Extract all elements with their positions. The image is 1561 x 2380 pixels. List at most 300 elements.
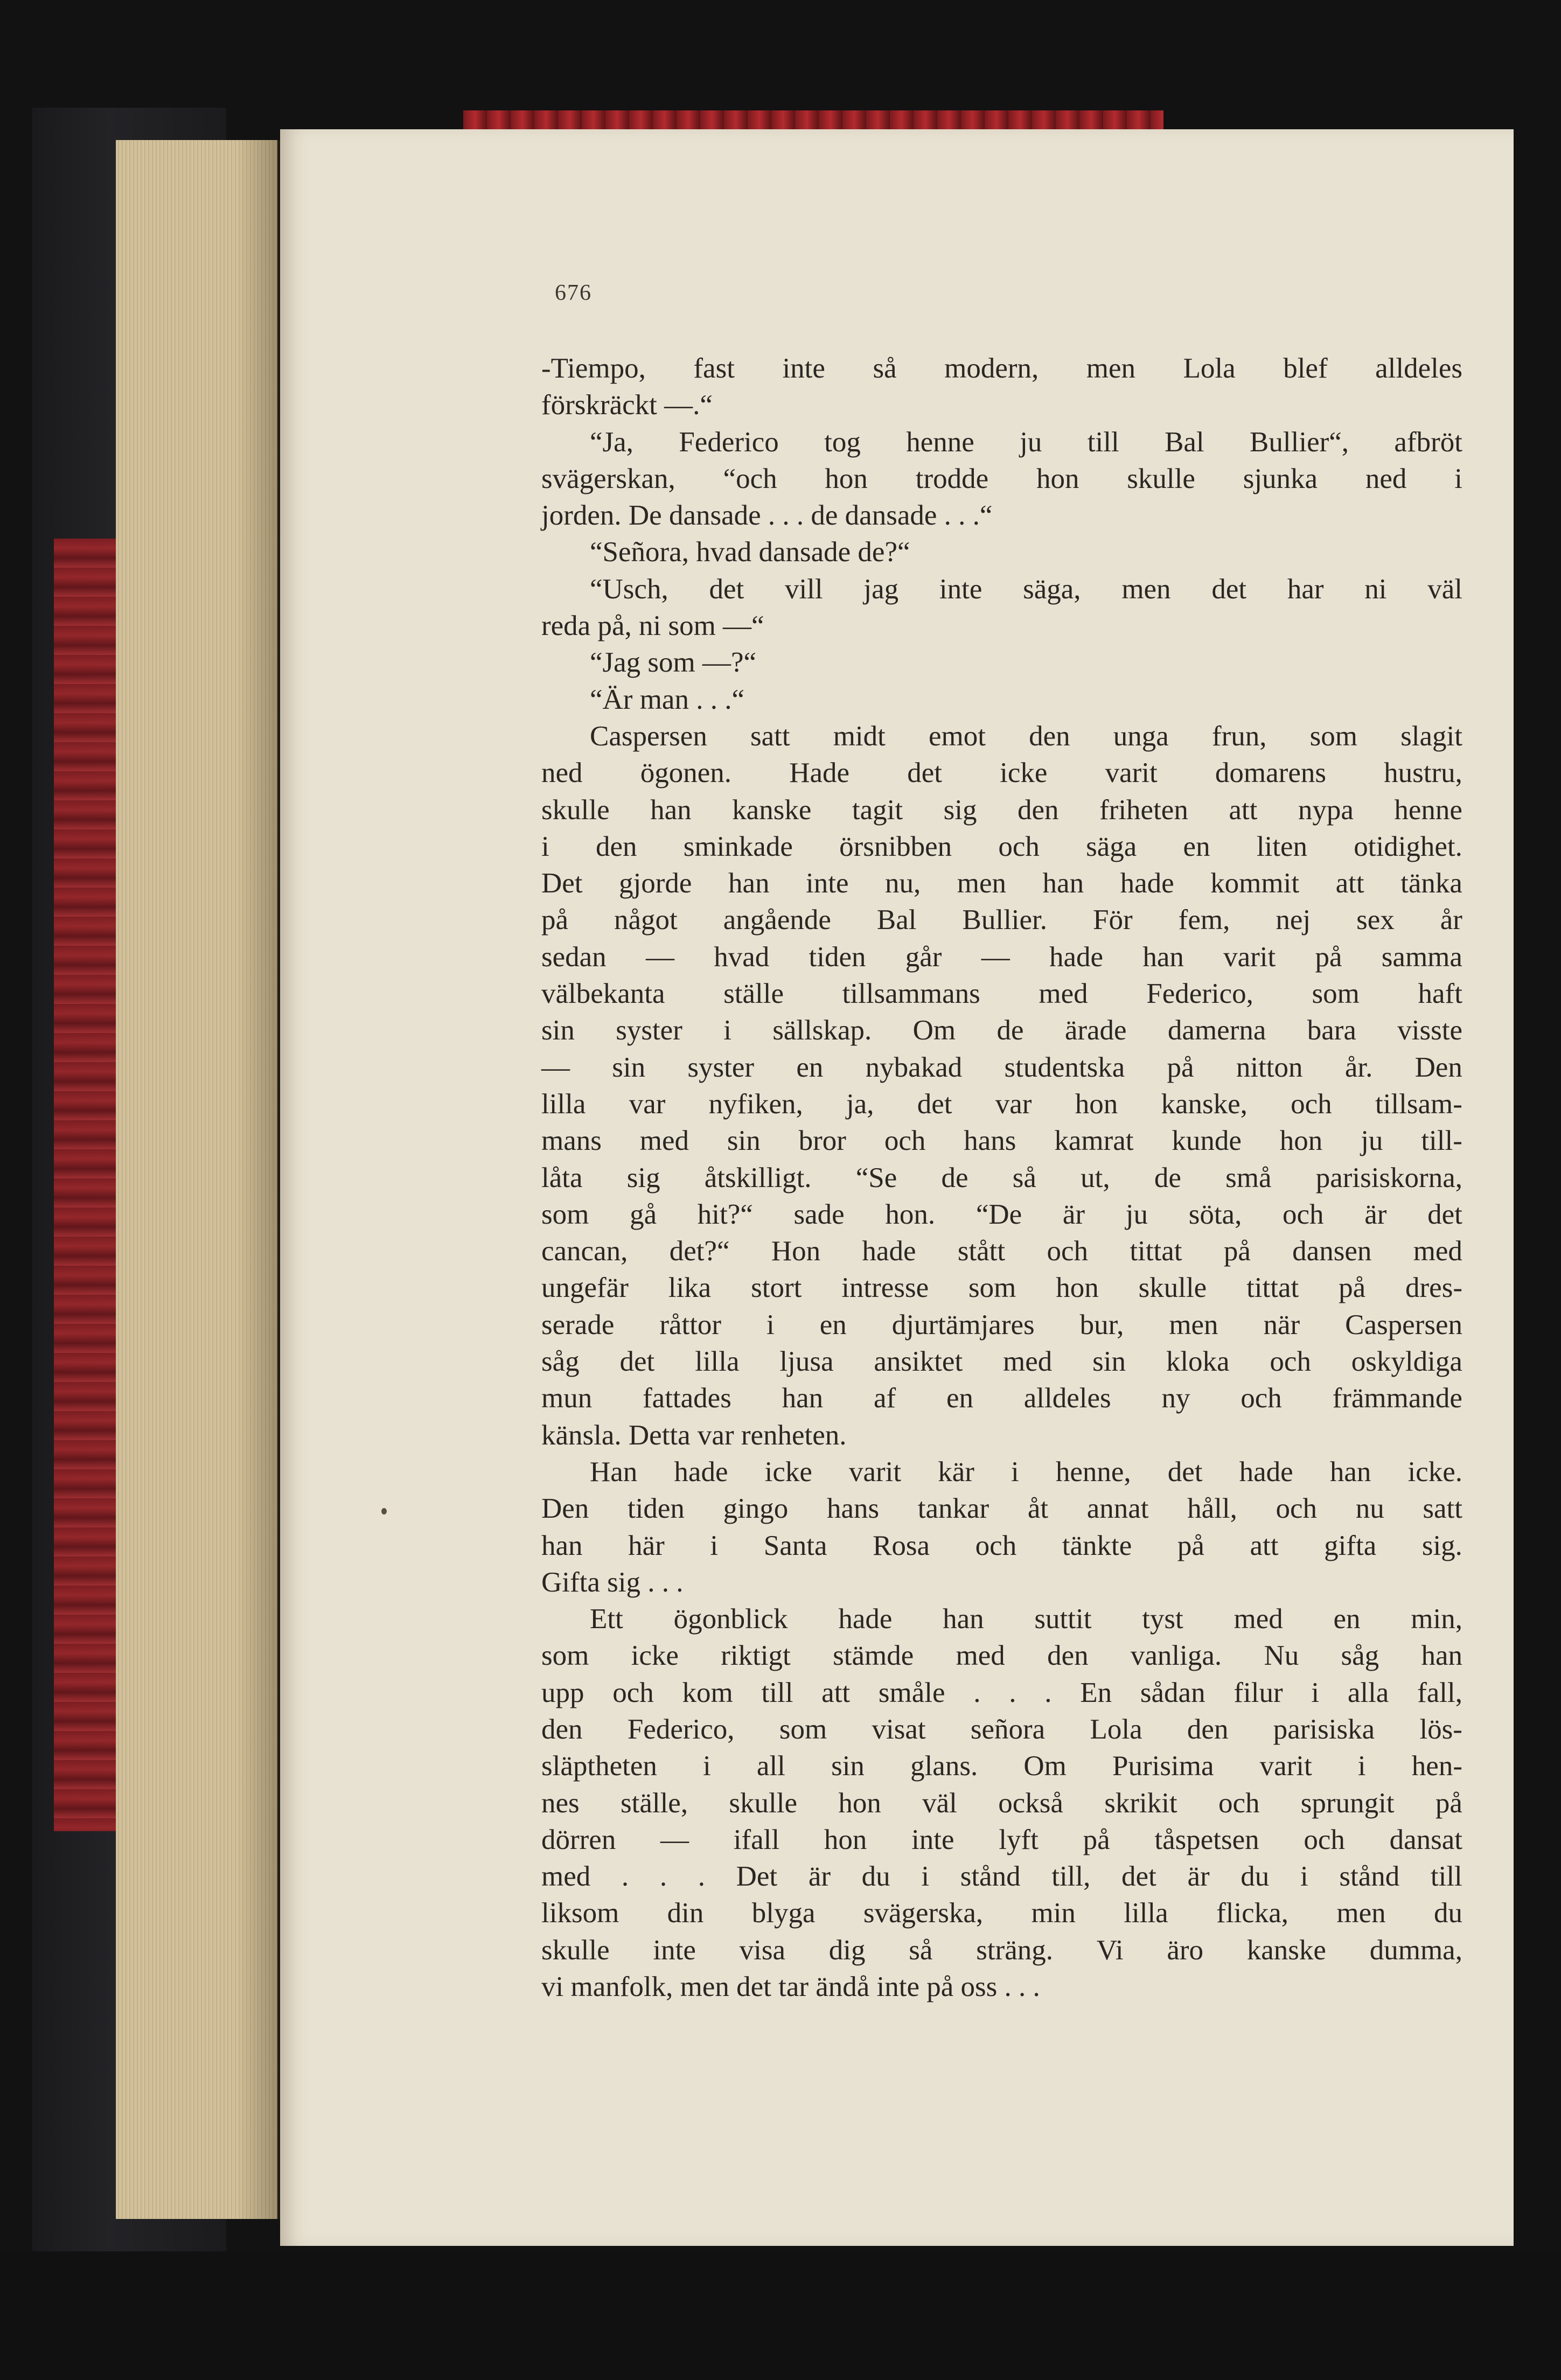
word: dig xyxy=(828,1934,866,1966)
word: som xyxy=(968,1272,1016,1304)
word: parisiska xyxy=(1273,1713,1375,1745)
word: har xyxy=(1287,573,1324,605)
word: sex xyxy=(1356,904,1395,936)
word: att xyxy=(1229,794,1258,826)
text-line xyxy=(541,1122,1462,1159)
text-line xyxy=(541,424,1462,460)
text-line xyxy=(541,1307,1462,1343)
word: med xyxy=(541,1861,591,1893)
word: dörren xyxy=(541,1824,616,1855)
word: kom xyxy=(682,1677,733,1708)
word: med xyxy=(1039,978,1088,1010)
word: så xyxy=(873,353,897,384)
word: angående xyxy=(723,904,831,936)
word: örsnibben xyxy=(839,830,952,862)
word: ju xyxy=(1020,426,1042,458)
word: blef xyxy=(1283,353,1328,384)
word: tiden xyxy=(627,1493,685,1525)
text-line xyxy=(541,571,1462,608)
text-line xyxy=(541,1858,1462,1895)
word: otidighet. xyxy=(1354,830,1462,862)
word: ljusa xyxy=(779,1346,834,1378)
word: i xyxy=(1011,1456,1019,1488)
line-text: känsla. Detta var renheten. xyxy=(541,1419,847,1451)
word: visat xyxy=(872,1713,926,1745)
word: damerna xyxy=(1167,1015,1266,1046)
word: glans. xyxy=(910,1750,978,1782)
word: han xyxy=(943,1603,984,1635)
word: inte xyxy=(806,868,849,899)
text-line xyxy=(541,1343,1462,1380)
word: alldeles xyxy=(1375,353,1462,384)
word: lös- xyxy=(1419,1713,1462,1745)
word: vanliga. xyxy=(1130,1640,1222,1672)
word: nyfiken, xyxy=(708,1088,803,1120)
word: visste xyxy=(1397,1015,1462,1046)
word: den xyxy=(1047,1640,1089,1672)
word: skulle xyxy=(541,794,610,826)
word: ju xyxy=(1361,1125,1383,1157)
word: såg xyxy=(541,1346,580,1378)
line-text: reda på, ni som —“ xyxy=(541,610,764,642)
word: alldeles xyxy=(1023,1383,1111,1414)
word: frun, xyxy=(1211,720,1267,752)
word: lyft xyxy=(999,1824,1039,1855)
word: señora xyxy=(970,1713,1046,1745)
word: sällskap. xyxy=(772,1015,872,1046)
text-line xyxy=(541,1233,1462,1269)
word: du xyxy=(1433,1897,1462,1929)
word: så xyxy=(909,1934,933,1966)
word: du xyxy=(861,1861,890,1893)
word: en xyxy=(819,1309,847,1341)
word: så xyxy=(1012,1162,1036,1194)
word: — xyxy=(541,1051,570,1083)
word: med xyxy=(1234,1603,1283,1635)
word: cancan, xyxy=(541,1236,628,1267)
word: mans xyxy=(541,1125,602,1157)
line-text: “Señora, hvad dansade de?“ xyxy=(590,536,910,568)
word: en xyxy=(796,1051,824,1083)
word: åt xyxy=(1027,1493,1049,1525)
word: sin xyxy=(831,1750,865,1782)
word: i xyxy=(710,1530,719,1561)
word: är xyxy=(808,1861,831,1893)
word: hvad xyxy=(714,941,770,973)
word: annat xyxy=(1086,1493,1149,1525)
word: stånd xyxy=(960,1861,1021,1893)
word: sade xyxy=(793,1198,845,1230)
word: . xyxy=(973,1677,981,1708)
word: kär xyxy=(938,1456,974,1488)
word: en xyxy=(1183,830,1210,862)
word: gingo xyxy=(723,1493,789,1525)
word: Det xyxy=(541,868,583,899)
word: all xyxy=(756,1750,785,1782)
word: kloka xyxy=(1166,1346,1230,1378)
word: tillsam- xyxy=(1375,1088,1462,1120)
word: syster xyxy=(616,1015,682,1046)
word: tänkte xyxy=(1062,1530,1132,1561)
word: är xyxy=(1062,1198,1085,1230)
word: bara xyxy=(1307,1015,1356,1046)
word: ut, xyxy=(1081,1162,1110,1194)
word: henne xyxy=(906,426,974,458)
word: hade xyxy=(674,1456,728,1488)
word: ned xyxy=(541,757,583,789)
word: i xyxy=(1300,1861,1308,1893)
word: henne, xyxy=(1055,1456,1131,1488)
word: blyga xyxy=(751,1897,816,1929)
word: lilla xyxy=(1124,1897,1168,1929)
word: sin xyxy=(541,1015,575,1046)
word: ifall xyxy=(733,1824,780,1855)
word: ögonen. xyxy=(640,757,731,789)
word: han xyxy=(650,794,692,826)
word: de xyxy=(996,1015,1024,1046)
text-line xyxy=(541,1564,1462,1601)
word: dres- xyxy=(1405,1272,1462,1304)
word: hon xyxy=(1036,463,1079,494)
word: på xyxy=(1177,1530,1204,1561)
word: på xyxy=(1083,1824,1110,1855)
word: sin xyxy=(1092,1346,1126,1378)
word: i xyxy=(1454,463,1462,494)
text-line xyxy=(541,460,1462,497)
word: hon xyxy=(825,463,868,494)
word: med xyxy=(956,1640,1005,1672)
word: år. xyxy=(1344,1051,1373,1083)
word: — xyxy=(660,1824,689,1855)
word: främmande xyxy=(1332,1383,1462,1414)
word: i xyxy=(1357,1750,1366,1782)
word: Lola xyxy=(1090,1713,1142,1745)
line-text: förskräckt —.“ xyxy=(541,389,713,421)
word: som xyxy=(779,1713,827,1745)
word: hon xyxy=(1279,1125,1323,1157)
word: domarens xyxy=(1215,757,1326,789)
word: trodde xyxy=(915,463,989,494)
word: säga, xyxy=(1023,573,1081,605)
word: alla xyxy=(1347,1677,1389,1708)
word: välbekanta xyxy=(541,978,665,1010)
word: på xyxy=(1223,1236,1251,1267)
line-text: “Jag som —?“ xyxy=(590,647,757,679)
word: det xyxy=(1211,573,1247,605)
word: . xyxy=(659,1861,667,1893)
word: väl xyxy=(1427,573,1462,605)
word: den xyxy=(595,830,637,862)
text-line xyxy=(541,1785,1462,1821)
word: och xyxy=(998,830,1040,862)
text-line xyxy=(541,1196,1462,1233)
word: kanske xyxy=(1246,1934,1326,1966)
word: också xyxy=(998,1787,1063,1819)
word: “De xyxy=(975,1198,1022,1230)
word: tagit xyxy=(852,794,903,826)
word: inte xyxy=(782,353,825,384)
word: varit xyxy=(1259,1750,1312,1782)
text-line xyxy=(541,1086,1462,1122)
word: Caspersen xyxy=(1345,1309,1462,1341)
word: på xyxy=(1339,1272,1366,1304)
word: han xyxy=(1042,868,1084,899)
text-line xyxy=(541,865,1462,902)
word: den xyxy=(541,1713,583,1745)
background-bottom xyxy=(0,2251,1561,2380)
word: med xyxy=(639,1125,689,1157)
word: syster xyxy=(687,1051,755,1083)
word: midt xyxy=(833,720,886,752)
word: sådan xyxy=(1140,1677,1205,1708)
word: emot xyxy=(929,720,986,752)
word: på xyxy=(1435,1787,1462,1819)
word: är xyxy=(1364,1198,1387,1230)
line-text: Gifta sig . . . xyxy=(541,1566,684,1598)
word: i xyxy=(921,1861,930,1893)
word: nitton xyxy=(1236,1051,1303,1083)
word: med xyxy=(1413,1236,1462,1267)
cover-red-edge xyxy=(54,539,119,1831)
word: något xyxy=(614,904,678,936)
word: inte xyxy=(653,1934,696,1966)
word: sminkade xyxy=(683,830,793,862)
word: svägerska, xyxy=(863,1897,984,1929)
word: som xyxy=(541,1640,589,1672)
word: äro xyxy=(1167,1934,1204,1966)
word: det xyxy=(917,1088,952,1120)
word: stånd xyxy=(1339,1861,1400,1893)
word: kommit xyxy=(1210,868,1300,899)
text-line xyxy=(541,1969,1462,2005)
word: han xyxy=(1329,1456,1371,1488)
word: inte xyxy=(911,1824,954,1855)
word: till xyxy=(1087,426,1119,458)
word: Om xyxy=(912,1015,956,1046)
word: de xyxy=(941,1162,968,1194)
word: var xyxy=(629,1088,666,1120)
word: riktigt xyxy=(721,1640,791,1672)
word: som xyxy=(541,1198,589,1230)
word: parisiskorna, xyxy=(1315,1162,1462,1194)
word: henne xyxy=(1394,794,1462,826)
word: när xyxy=(1263,1309,1300,1341)
word: på xyxy=(541,904,569,936)
word: en xyxy=(946,1383,973,1414)
word: satt xyxy=(750,720,790,752)
word: Caspersen xyxy=(590,720,707,752)
word: till xyxy=(1430,1861,1462,1893)
word: sprungit xyxy=(1300,1787,1395,1819)
word: hit?“ xyxy=(697,1198,753,1230)
word: afbröt xyxy=(1394,426,1462,458)
word: den xyxy=(1017,794,1059,826)
word: fattades xyxy=(643,1383,731,1414)
text-line xyxy=(541,387,1462,423)
word: stämde xyxy=(833,1640,914,1672)
text-line xyxy=(541,1637,1462,1674)
word: skulle xyxy=(729,1787,797,1819)
word: icke xyxy=(631,1640,679,1672)
word: . xyxy=(621,1861,629,1893)
word: tittat xyxy=(1130,1236,1182,1267)
word: i xyxy=(541,830,549,862)
word: kamrat xyxy=(1054,1125,1134,1157)
word: filur xyxy=(1234,1677,1283,1708)
text-line xyxy=(541,755,1462,791)
word: det xyxy=(1427,1198,1462,1230)
word: tankar xyxy=(917,1493,989,1525)
word: som xyxy=(1309,720,1357,752)
word: tittat xyxy=(1246,1272,1299,1304)
word: sjunka xyxy=(1243,463,1318,494)
text-line xyxy=(541,1527,1462,1564)
word: var xyxy=(995,1088,1032,1120)
word: serade xyxy=(541,1309,615,1341)
word: kunde xyxy=(1172,1125,1242,1157)
word: hade xyxy=(862,1236,916,1267)
word: i xyxy=(1311,1677,1320,1708)
word: i xyxy=(703,1750,711,1782)
word: här xyxy=(628,1530,665,1561)
text-line xyxy=(541,497,1462,534)
word: och xyxy=(1304,1824,1345,1855)
word: med xyxy=(1003,1346,1053,1378)
word: ställe, xyxy=(620,1787,688,1819)
word: svägerskan, xyxy=(541,463,675,494)
word: Det xyxy=(736,1861,778,1893)
text-line xyxy=(541,1160,1462,1196)
word: haft xyxy=(1418,978,1462,1010)
word: samma xyxy=(1381,941,1462,973)
word: den xyxy=(1187,1713,1229,1745)
text-line xyxy=(541,681,1462,718)
word: sedan xyxy=(541,941,607,973)
word: hade xyxy=(1239,1456,1293,1488)
word: små xyxy=(1225,1162,1272,1194)
word: säga xyxy=(1086,830,1137,862)
word: ansiktet xyxy=(874,1346,963,1378)
word: hustru, xyxy=(1384,757,1462,789)
word: hon. xyxy=(885,1198,936,1230)
line-text: “Är man . . .“ xyxy=(590,683,744,715)
word: på xyxy=(1315,941,1342,973)
word: till, xyxy=(1051,1861,1091,1893)
word: icke. xyxy=(1407,1456,1462,1488)
word: Hon xyxy=(771,1236,821,1267)
word: lilla xyxy=(695,1346,740,1378)
word: Ett xyxy=(590,1603,623,1635)
line-text: jorden. De dansade . . . de dansade . . .“ xyxy=(541,500,993,532)
page-edges-shadow xyxy=(237,140,280,2219)
word: Den xyxy=(1414,1051,1462,1083)
word: sin xyxy=(727,1125,761,1157)
word: hade xyxy=(838,1603,893,1635)
word: år xyxy=(1440,904,1462,936)
word: skulle xyxy=(1138,1272,1207,1304)
word: och xyxy=(612,1677,654,1708)
word: bror xyxy=(798,1125,846,1157)
word: Den xyxy=(541,1493,589,1525)
word: nu xyxy=(1355,1493,1384,1525)
text-line xyxy=(541,1674,1462,1711)
word: de xyxy=(1154,1162,1181,1194)
word: men xyxy=(1169,1309,1218,1341)
word: slagit xyxy=(1400,720,1462,752)
text-line xyxy=(541,608,1462,644)
text-line xyxy=(541,1269,1462,1306)
word: det xyxy=(1167,1456,1203,1488)
word: han xyxy=(1421,1640,1462,1672)
word: han xyxy=(782,1383,824,1414)
word: lika xyxy=(668,1272,712,1304)
text-line xyxy=(541,792,1462,828)
word: ny xyxy=(1161,1383,1190,1414)
word: söta, xyxy=(1188,1198,1242,1230)
word: fast xyxy=(693,353,735,384)
text-line xyxy=(541,1380,1462,1416)
word: Santa xyxy=(763,1530,827,1561)
word: tog xyxy=(824,426,861,458)
word: . xyxy=(1009,1677,1016,1708)
word: nej xyxy=(1276,904,1311,936)
word: modern, xyxy=(944,353,1039,384)
word: och xyxy=(884,1125,926,1157)
word: och xyxy=(1218,1787,1260,1819)
word: går xyxy=(905,941,942,973)
word: hon xyxy=(824,1824,867,1855)
word: sig xyxy=(943,794,977,826)
word: suttit xyxy=(1034,1603,1092,1635)
text-line xyxy=(541,1490,1462,1527)
word: gå xyxy=(630,1198,657,1230)
word: nu, xyxy=(885,868,921,899)
word: han xyxy=(728,868,770,899)
top-red-edge xyxy=(463,110,1163,132)
word: ja, xyxy=(846,1088,874,1120)
text-line xyxy=(541,718,1462,755)
word: djurtämjares xyxy=(891,1309,1035,1341)
word: det xyxy=(907,757,942,789)
word: skrikit xyxy=(1104,1787,1177,1819)
word: håll, xyxy=(1187,1493,1237,1525)
word: dansat xyxy=(1389,1824,1462,1855)
body-text xyxy=(541,350,1462,2005)
word: Federico, xyxy=(1146,978,1253,1010)
word: är xyxy=(1187,1861,1210,1893)
word: men xyxy=(1336,1897,1386,1929)
word: stått xyxy=(957,1236,1006,1267)
text-line xyxy=(541,828,1462,865)
word: Rosa xyxy=(873,1530,930,1561)
word: flicka, xyxy=(1216,1897,1288,1929)
word: att xyxy=(1335,868,1364,899)
word: kanske xyxy=(732,794,812,826)
word: min, xyxy=(1411,1603,1462,1635)
page-number: 676 xyxy=(555,281,592,305)
word: och xyxy=(1241,1383,1282,1414)
word: han xyxy=(1142,941,1184,973)
word: stort xyxy=(751,1272,802,1304)
word: Purisima xyxy=(1112,1750,1214,1782)
word: gifta xyxy=(1324,1530,1377,1561)
word: såg xyxy=(1341,1640,1379,1672)
word: ögonblick xyxy=(673,1603,788,1635)
text-line xyxy=(541,1454,1462,1490)
word: det xyxy=(709,573,744,605)
text-line xyxy=(541,1895,1462,1931)
word: sträng. xyxy=(976,1934,1053,1966)
